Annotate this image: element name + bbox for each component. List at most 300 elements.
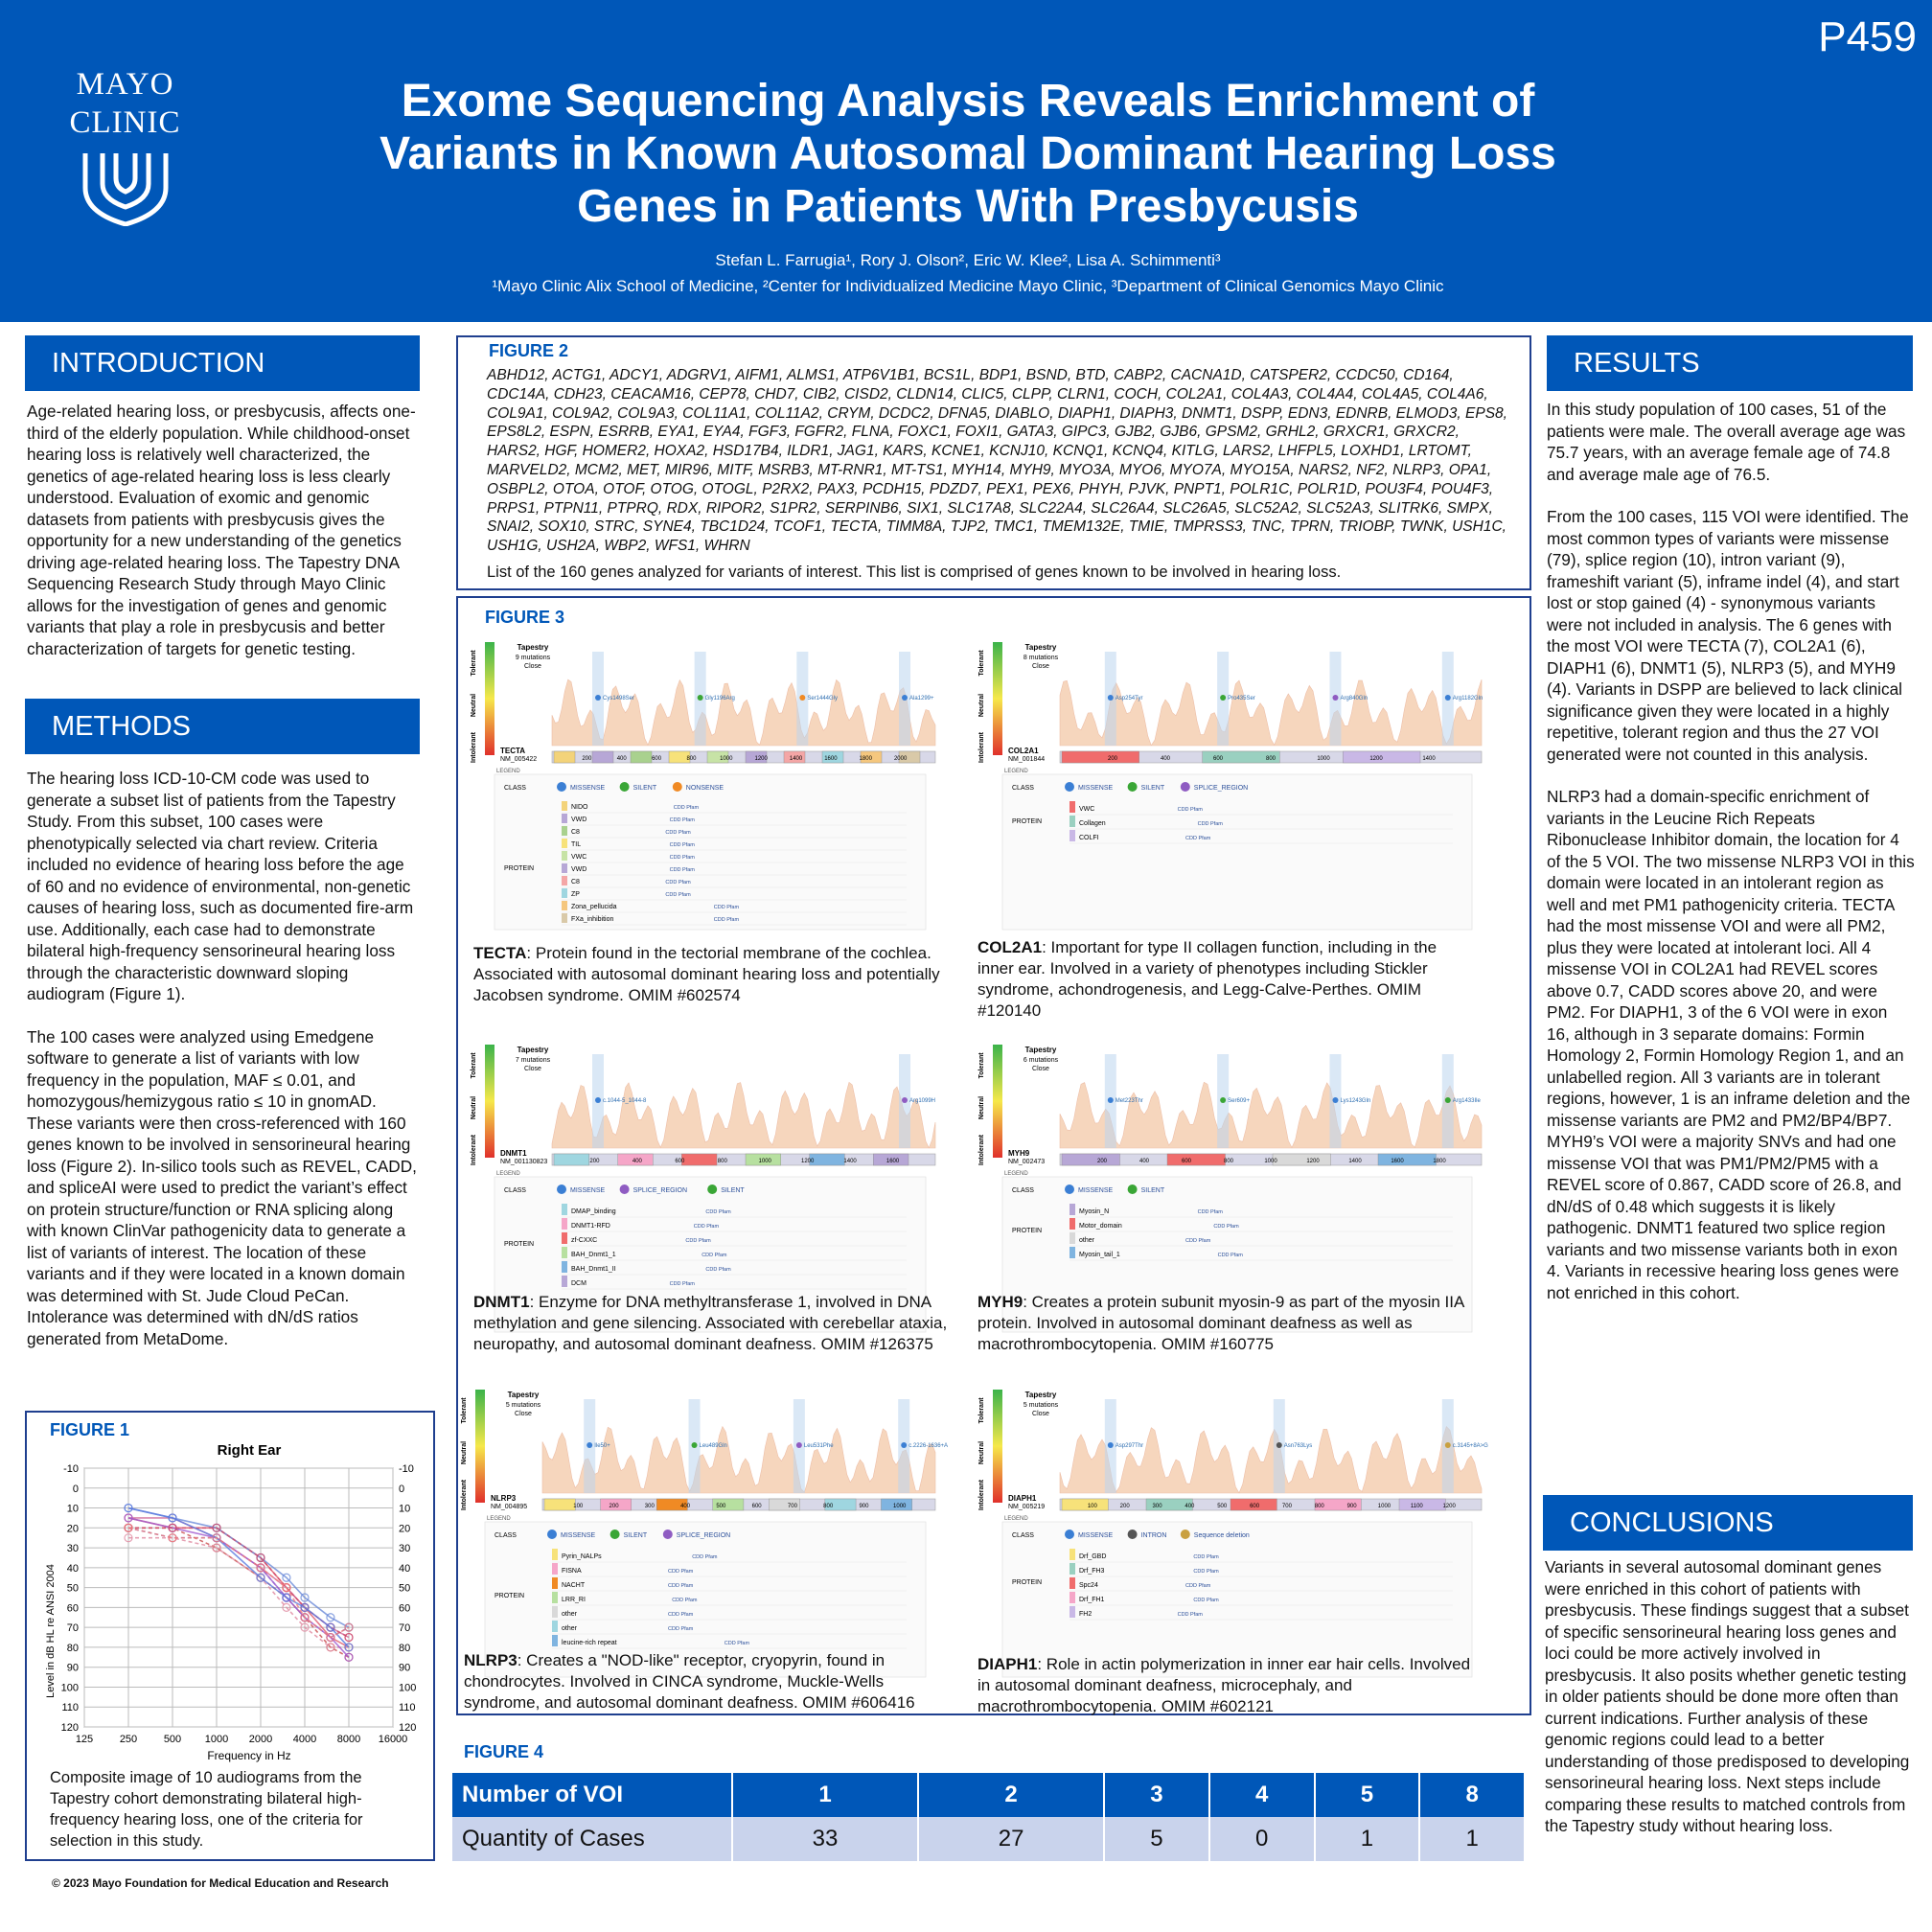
protein-position-tick: 1000	[1264, 1159, 1277, 1164]
audiogram-ytick-right: 0	[399, 1483, 405, 1495]
mutation-count: 6 mutations	[1023, 1057, 1059, 1064]
domain-name: Collagen	[1079, 820, 1106, 827]
audiogram-ytick-right: -10	[399, 1463, 414, 1475]
gene-caption-name: NLRP3	[464, 1651, 518, 1669]
voi-table-header-row	[452, 1773, 1525, 1817]
domain-db-links[interactable]: CDD Pfam	[669, 842, 695, 848]
domain-db-links[interactable]: CDD Pfam	[685, 1238, 711, 1244]
results-paragraph-2: From the 100 cases, 115 VOI were identified. The most common types of variants were missense (79), splice region (10), intron variant (9), frameshift variant (5), inframe indel (4), and start lost or stop gained (4) - synonymous variants were not included in analysis. The 6 genes with the most VOI were TECTA (7), COL2A1 (6), DIAPH1 (6), DNMT1 (5), NLRP3 (5), and MYH9 (4). Variants in DSPP are believed to lack clinical significance given they were located in a highly repetitive, tolerant region and thus the 27 VOI generated were not counted in this analysis.	[1547, 507, 1909, 764]
gene-panel-col2a1	[974, 632, 1510, 937]
shield-logo-icon	[78, 150, 173, 226]
logo-text-line2: CLINIC	[69, 105, 181, 140]
domain-db-links[interactable]: CDD Pfam	[692, 1554, 718, 1560]
protein-position-tick: 400	[680, 1504, 691, 1509]
gene-name: MYH9	[1008, 1149, 1030, 1158]
domain-db-links[interactable]: CDD Pfam	[668, 1612, 694, 1618]
audiogram-ytick-right: 10	[399, 1503, 411, 1515]
tapestry-label: Tapestry	[1024, 1391, 1057, 1399]
gene-caption-name: DIAPH1	[978, 1655, 1038, 1673]
figure2-label: FIGURE 2	[489, 341, 569, 360]
tolerance-gradient-bar	[993, 1045, 1002, 1158]
domain-name: C8	[571, 829, 580, 836]
tolerance-axis-label: Neutral	[978, 693, 985, 718]
protein-position-tick: 900	[859, 1504, 869, 1509]
domain-swatch	[1070, 830, 1075, 841]
domain-swatch	[562, 888, 567, 898]
close-label: Close	[1032, 663, 1049, 670]
intolerance-trace	[1060, 1082, 1482, 1148]
tolerance-axis-label: Tolerant	[978, 650, 985, 677]
tolerance-gradient-bar	[993, 1390, 1002, 1503]
protein-position-tick: 300	[644, 1504, 655, 1509]
legend-label: LEGEND	[1004, 1171, 1028, 1177]
protein-position-tick: 100	[573, 1504, 584, 1509]
voi-case-count: 27	[918, 1817, 1104, 1861]
class-name: SILENT	[623, 1532, 648, 1539]
domain-db-links[interactable]: CDD Pfam	[669, 817, 695, 823]
domain-db-links[interactable]: CDD Pfam	[724, 1641, 750, 1646]
audiogram-ytick-left: 40	[66, 1562, 79, 1575]
domain-db-links[interactable]: CDD Pfam	[673, 805, 700, 811]
domain-name: BAH_Dnmt1_1	[571, 1252, 616, 1258]
audiogram-ytick-left: 70	[66, 1622, 79, 1635]
variant-label: Leu489Gln	[699, 1443, 727, 1449]
domain-name: FH2	[1079, 1611, 1092, 1618]
variant-marker	[698, 695, 703, 701]
protein-position-tick: 500	[716, 1504, 726, 1509]
audiogram-ytick-left: 90	[66, 1662, 79, 1674]
legend-label: LEGEND	[1004, 1516, 1028, 1522]
domain-db-links[interactable]: CDD Pfam	[665, 892, 691, 898]
protein-position-tick: 200	[1107, 756, 1118, 762]
class-color-dot	[1065, 1184, 1074, 1194]
domain-swatch	[562, 839, 567, 848]
tolerance-gradient-bar	[993, 642, 1002, 755]
tolerance-axis-label: Tolerant	[978, 1052, 985, 1079]
legend-label: LEGEND	[496, 1171, 520, 1177]
protein-label: PROTEIN	[1012, 1228, 1043, 1234]
figure1-caption: Composite image of 10 audiograms from the Tapestry cohort demonstrating bilateral high-frequency hearing loss, one of the criteria for selection in this study.	[50, 1769, 363, 1850]
protein-domain-segment	[554, 1154, 589, 1165]
gene-caption-name: TECTA	[473, 944, 527, 962]
domain-swatch	[552, 1635, 558, 1646]
class-color-dot	[1065, 1530, 1074, 1539]
domain-db-links[interactable]: CDD Pfam	[1185, 1583, 1211, 1589]
intolerance-trace	[1060, 1427, 1482, 1493]
domain-db-links[interactable]: CDD Pfam	[669, 867, 695, 873]
protein-label: PROTEIN	[504, 865, 535, 872]
protein-domain-segment	[1273, 1154, 1331, 1165]
gene-caption-name: DNMT1	[473, 1293, 530, 1311]
mutation-count: 9 mutations	[515, 655, 551, 661]
audiogram-ytick-right: 20	[399, 1523, 411, 1535]
domain-name: other	[562, 1611, 577, 1618]
domain-db-links[interactable]: CDD Pfam	[1193, 1554, 1219, 1560]
variant-label: Asn763Lys	[1283, 1443, 1313, 1449]
domain-swatch	[562, 913, 567, 923]
domain-swatch	[562, 814, 567, 823]
variant-marker	[1220, 695, 1226, 701]
protein-position-tick: 400	[616, 756, 627, 762]
domain-db-links[interactable]: CDD Pfam	[668, 1626, 694, 1632]
domain-name: other	[562, 1625, 577, 1632]
audiogram-ytick-right: 90	[399, 1662, 411, 1674]
variant-label: Arg1099H	[909, 1098, 936, 1104]
methods-text	[27, 768, 422, 1370]
results-heading: RESULTS	[1547, 335, 1913, 391]
domain-name: DCM	[571, 1280, 586, 1287]
domain-swatch	[562, 1218, 567, 1230]
voi-column-header: 8	[1419, 1773, 1525, 1817]
domain-db-links[interactable]: CDD Pfam	[702, 1253, 727, 1258]
domain-db-links[interactable]: CDD Pfam	[668, 1569, 694, 1575]
tolerance-axis-label: Intolerant	[978, 732, 985, 763]
gene-caption-text: : Role in actin polymerization in inner ear hair cells. Involved in autosomal dominant deafness, microcephaly, and macrothrombocytopenia. OMIM #602121	[978, 1655, 1471, 1715]
mayo-clinic-logo	[56, 65, 195, 236]
legend-box	[1002, 774, 1472, 930]
gene-caption-nlrp3	[464, 1650, 948, 1714]
protein-position-tick: 600	[652, 756, 662, 762]
audiogram-xlabel: Frequency in Hz	[207, 1749, 291, 1762]
domain-db-links[interactable]: CDD Pfam	[1185, 1238, 1211, 1244]
protein-domain-segment	[1062, 1499, 1108, 1510]
domain-db-links[interactable]: CDD Pfam	[693, 1224, 720, 1230]
domain-swatch	[562, 1276, 567, 1287]
protein-position-tick: 1600	[1391, 1159, 1404, 1164]
domain-swatch	[1070, 816, 1075, 827]
domain-db-links[interactable]: CDD Pfam	[665, 830, 691, 836]
domain-db-links[interactable]: CDD Pfam	[1193, 1598, 1219, 1603]
voi-column-header: 2	[918, 1773, 1104, 1817]
gene-caption-text: : Important for type II collagen function, including in the inner ear. Involved in a variety of phenotypes including Stickler syndrome, achondrogenesis, and Legg-Calve-Perthes. OMIM #120140	[978, 938, 1438, 1020]
domain-db-links[interactable]: CDD Pfam	[1197, 1209, 1223, 1215]
protein-position-tick: 1200	[1306, 1159, 1320, 1164]
class-label: CLASS	[504, 785, 526, 792]
figure4-label: FIGURE 4	[464, 1742, 544, 1761]
class-name: MISSENSE	[1078, 1187, 1114, 1194]
protein-position-tick: 800	[717, 1159, 727, 1164]
tapestry-label: Tapestry	[1024, 643, 1057, 652]
variant-marker	[595, 1097, 601, 1103]
intolerance-trace	[1060, 679, 1482, 746]
class-name: SPLICE_REGION	[632, 1187, 688, 1194]
variant-marker	[1445, 695, 1451, 701]
domain-db-links[interactable]: CDD Pfam	[668, 1583, 694, 1589]
domain-name: VWD	[571, 866, 587, 873]
close-label: Close	[1032, 1066, 1049, 1072]
domain-db-links[interactable]: CDD Pfam	[1177, 807, 1203, 813]
domain-name: Motor_domain	[1079, 1223, 1122, 1230]
protein-domain-segment	[810, 1154, 845, 1165]
protein-position-tick: 400	[1138, 1159, 1150, 1164]
tolerance-axis-label: Neutral	[471, 1095, 477, 1120]
domain-db-links[interactable]: CDD Pfam	[672, 1598, 698, 1603]
authors: Stefan L. Farrugia¹, Rory J. Olson², Eric W. Klee², Lisa A. Schimmenti³	[715, 251, 1221, 269]
domain-db-links[interactable]: CDD Pfam	[1177, 1612, 1203, 1618]
variant-label: Asp297Thr	[1115, 1443, 1144, 1449]
domain-db-links[interactable]: CDD Pfam	[1213, 1224, 1239, 1230]
audiogram-plot-area	[84, 1468, 393, 1727]
audiogram-ytick-right: 40	[399, 1562, 411, 1575]
protein-label: PROTEIN	[1012, 1579, 1043, 1586]
protein-position-tick: 1200	[754, 756, 768, 762]
protein-position-tick: 1400	[843, 1159, 857, 1164]
audiogram-xtick: 1000	[204, 1734, 229, 1745]
audiogram-xtick: 4000	[292, 1734, 317, 1745]
domain-swatch	[1070, 1577, 1075, 1589]
figure1-box	[25, 1411, 435, 1861]
variant-marker	[796, 1442, 802, 1448]
protein-position-tick: 1400	[1348, 1159, 1362, 1164]
domain-name: DNMT1-RFD	[571, 1223, 610, 1230]
domain-swatch	[552, 1621, 558, 1632]
protein-position-tick: 800	[1265, 756, 1276, 762]
class-color-dot	[1181, 782, 1190, 792]
class-color-dot	[1128, 1530, 1138, 1539]
class-color-dot	[1065, 782, 1074, 792]
gene-panel-figure	[456, 1380, 964, 1685]
protein-position-tick: 800	[1314, 1504, 1324, 1509]
domain-swatch	[1070, 1232, 1075, 1244]
domain-swatch	[1070, 1549, 1075, 1560]
voi-case-count: 0	[1209, 1817, 1315, 1861]
audiogram-ytick-right: 60	[399, 1602, 411, 1615]
class-label: CLASS	[1012, 1532, 1034, 1539]
gene-panel-figure	[974, 1380, 1510, 1685]
protein-position-tick: 1400	[1422, 756, 1436, 762]
domain-swatch	[562, 901, 567, 910]
variant-label: Ile50+	[594, 1443, 610, 1449]
figure1-label: FIGURE 1	[50, 1420, 130, 1439]
protein-position-tick: 1000	[758, 1159, 771, 1164]
variant-marker	[1332, 695, 1338, 701]
protein-position-tick: 100	[1087, 1504, 1097, 1509]
transcript-id: NM_001130823	[500, 1159, 548, 1165]
tolerance-axis-label: Neutral	[978, 1440, 985, 1465]
gene-caption-name: MYH9	[978, 1293, 1024, 1311]
class-color-dot	[1128, 1184, 1138, 1194]
voi-table	[452, 1773, 1526, 1861]
domain-name: VWC	[571, 854, 587, 861]
conclusions-text: Variants in several autosomal dominant genes were enriched in this cohort of patients with presbycusis. These findings suggest that a subset of specific sensorineural hearing loss genes and loci could be more actively involved in presbycusis. It also posits whether genetic testing in older patients should be done more often than current indications. Further analysis of these genomic regions could lead to a better understanding of those predisposed to developing sensorineural hearing loss. Next steps include comparing these results to matched controls from the Tapestry study without hearing loss.	[1545, 1557, 1910, 1835]
audiogram-xtick: 2000	[248, 1734, 273, 1745]
audiogram-ytick-left: 50	[66, 1582, 79, 1595]
domain-name: NACHT	[562, 1582, 586, 1589]
gene-caption-myh9	[978, 1292, 1476, 1355]
variant-marker	[595, 695, 601, 701]
protein-position-tick: 900	[1346, 1504, 1357, 1509]
variant-label: Arg1433Ile	[1452, 1098, 1481, 1104]
class-name: MISSENSE	[570, 785, 606, 792]
tolerance-axis-label: Tolerant	[471, 650, 477, 677]
mutation-count: 5 mutations	[505, 1402, 541, 1409]
class-name: INTRON	[1140, 1532, 1167, 1539]
protein-position-tick: 1600	[886, 1159, 900, 1164]
audiogram-ytick-left: 80	[66, 1642, 79, 1654]
methods-paragraph-2: The 100 cases were analyzed using Emedgene software to generate a list of variants with low frequency in the population, MAF ≤ 0.01, and homozygous/hemizygous ratio ≤ 10 in gnomAD. These variants were then cross-referenced with 160 genes known to be involved in sensorineural hearing loss (Figure 2). In-silico tools such as REVEL, CADD, and spliceAI were used to predict the variant’s effect on protein structure/function or RNA splicing along with known ClinVar pathogenicity data to generate a list of variants of interest. The location of these variants and if they were located in a known domain was determined with St. Jude Cloud PeCan. Intolerance was determined with dN/dS ratios generated from MetaDome.	[27, 1026, 417, 1348]
variant-marker	[1445, 1097, 1451, 1103]
transcript-id: NM_002473	[1008, 1159, 1046, 1165]
gene-caption-dnmt1	[473, 1292, 957, 1355]
domain-swatch	[552, 1606, 558, 1618]
close-label: Close	[1032, 1411, 1049, 1417]
transcript-id: NM_001844	[1008, 756, 1046, 763]
class-label: CLASS	[1012, 785, 1034, 792]
voi-column-header: 3	[1104, 1773, 1209, 1817]
protein-position-tick: 600	[1250, 1504, 1260, 1509]
domain-name: C8	[571, 879, 580, 886]
domain-swatch	[562, 876, 567, 886]
domain-swatch	[1070, 1606, 1075, 1618]
figure2-box	[456, 335, 1531, 590]
protein-position-tick: 400	[632, 1159, 642, 1164]
protein-position-tick: 1000	[1317, 756, 1330, 762]
domain-name: Zona_pellucida	[571, 904, 617, 910]
protein-domain-segment	[631, 751, 652, 763]
audiogram-ytick-right: 30	[399, 1543, 411, 1555]
variant-marker	[1108, 695, 1114, 701]
domain-name: Drf_FH1	[1079, 1597, 1105, 1603]
domain-db-links[interactable]: CDD Pfam	[665, 880, 691, 886]
gene-panel-figure	[974, 632, 1510, 937]
tolerance-axis-label: Tolerant	[461, 1397, 468, 1424]
variant-marker	[799, 695, 805, 701]
protein-position-tick: 200	[609, 1504, 619, 1509]
audiogram-ytick-right: 70	[399, 1622, 411, 1635]
voi-column-header: 4	[1209, 1773, 1315, 1817]
variant-label: Arg1182Gln	[1452, 696, 1484, 702]
variant-label: Lys1243Gln	[1340, 1098, 1371, 1104]
audiogram-ytick-right: 80	[399, 1642, 411, 1654]
domain-swatch	[562, 863, 567, 873]
audiogram-ytick-left: 60	[66, 1602, 79, 1615]
variant-label: Ser1444Gly	[807, 696, 839, 702]
tolerance-axis-label: Intolerant	[471, 1135, 477, 1165]
class-label: CLASS	[504, 1187, 526, 1194]
gene-name: NLRP3	[491, 1494, 517, 1503]
legend-label: LEGEND	[1004, 769, 1028, 774]
domain-db-links[interactable]: CDD Pfam	[669, 855, 695, 861]
domain-name: Spc24	[1079, 1582, 1098, 1589]
close-label: Close	[524, 1066, 541, 1072]
domain-swatch	[562, 851, 567, 861]
variant-marker	[902, 1097, 908, 1103]
domain-swatch	[562, 826, 567, 836]
results-paragraph-3: NLRP3 had a domain-specific enrichment of variants in the Leucine Rich Repeats Ribonuclease Inhibitor domain, the location for 4 of the 5 VOI. The two missense NLRP3 VOI in this domain were located in an intolerant region as well and met PM1 pathogenicity criteria. TECTA had the most missense VOI and were all PM2, plus they were located at intolerant loci. All 4 missense VOI in COL2A1 had REVEL scores above 0.7, CADD scores above 20, and were PM2. For DIAPH1, 3 of the 6 VOI were in exon 16, although in 3 separate domains: Formin Homology 2, Formin Homology Region 1, and an unlabelled region. All 3 variants are in tolerant regions, however, 1 is an inframe deletion and the missense variants are PM2 and PM2/BP4/BP7. MYH9’s VOI were a majority SNVs and had one missense VOI that was PM1/PM2/PM5 with a REVEL score of 0.867, CADD score of 26.8, and dN/dS of 0.48 which suggests it is likely pathogenic. DNMT1 featured two splice region variants and two missense variants both in exon 4. Variants in recessive hearing loss genes were not enriched in this cohort.	[1547, 787, 1915, 1302]
logo-text-line1: MAYO	[76, 67, 174, 102]
voi-case-count: 5	[1104, 1817, 1209, 1861]
class-color-dot	[557, 782, 566, 792]
results-paragraph-1: In this study population of 100 cases, 51 of the patients were male. The overall average age was 75.7 years, with an average female age of 74.8 and average male age of 76.5.	[1547, 400, 1906, 484]
domain-db-links[interactable]: CDD Pfam	[705, 1267, 731, 1273]
transcript-id: NM_005219	[1008, 1504, 1046, 1510]
domain-name: other	[1079, 1237, 1094, 1244]
tolerance-axis-label: Intolerant	[461, 1480, 468, 1510]
tolerance-axis-label: Intolerant	[978, 1480, 985, 1510]
protein-position-tick: 200	[1096, 1159, 1108, 1164]
domain-db-links[interactable]: CDD Pfam	[1197, 821, 1223, 827]
methods-heading: METHODS	[25, 699, 420, 754]
class-color-dot	[673, 782, 682, 792]
gene-caption-text: : Creates a protein subunit myosin-9 as part of the myosin IIA protein. Involved in autosomal dominant deafness as well as macrothrombocytopenia. OMIM #160775	[978, 1293, 1464, 1353]
protein-position-tick: 700	[787, 1504, 797, 1509]
audiogram-xtick: 8000	[336, 1734, 361, 1745]
domain-db-links[interactable]: CDD Pfam	[705, 1209, 731, 1215]
protein-position-tick: 800	[823, 1504, 834, 1509]
copyright: © 2023 Mayo Foundation for Medical Education and Research	[52, 1876, 389, 1890]
variant-label: Leu531Phe	[803, 1443, 834, 1449]
class-color-dot	[620, 782, 630, 792]
variant-label: c.2226-1636+A	[908, 1443, 949, 1449]
protein-position-tick: 800	[686, 756, 697, 762]
domain-db-links[interactable]: CDD Pfam	[669, 1281, 695, 1287]
poster-id: P459	[1818, 13, 1917, 60]
class-color-dot	[610, 1530, 620, 1539]
close-label: Close	[524, 663, 541, 670]
audiogram-xtick: 250	[119, 1734, 138, 1745]
transcript-id: NM_004895	[491, 1504, 528, 1510]
protein-position-tick: 1200	[1369, 756, 1383, 762]
protein-domain-segment	[544, 1499, 575, 1510]
domain-name: NIDO	[571, 804, 588, 811]
audiogram-xtick: 125	[75, 1734, 94, 1745]
protein-position-tick: 400	[1160, 756, 1171, 762]
protein-position-tick: 500	[1217, 1504, 1228, 1509]
protein-position-tick: 600	[675, 1159, 685, 1164]
class-name: MISSENSE	[561, 1532, 596, 1539]
variant-marker	[1108, 1442, 1114, 1448]
audiogram-ytick-left: 120	[60, 1722, 79, 1734]
tapestry-label: Tapestry	[517, 643, 549, 652]
protein-position-tick: 1800	[859, 756, 872, 762]
protein-position-tick: 600	[1212, 756, 1224, 762]
domain-db-links[interactable]: CDD Pfam	[1185, 836, 1211, 841]
variant-label: Cys1498Ser	[603, 696, 635, 702]
legend-label: LEGEND	[496, 769, 520, 774]
class-color-dot	[547, 1530, 557, 1539]
protein-position-tick: 1000	[720, 756, 733, 762]
protein-domain-segment	[592, 751, 613, 763]
protein-position-tick: 1200	[1442, 1504, 1456, 1509]
figure3-label: FIGURE 3	[485, 608, 565, 627]
poster-title: Exome Sequencing Analysis Reveals Enrichment of Variants in Known Autosomal Dominant Hearing Loss Genes in Patients With Presbycusis	[380, 76, 1556, 232]
gene-name: DIAPH1	[1008, 1494, 1037, 1503]
protein-label: PROTEIN	[494, 1593, 525, 1599]
variant-marker	[692, 1442, 698, 1448]
gene-panel-figure	[466, 632, 964, 937]
protein-position-tick: 300	[1152, 1504, 1162, 1509]
voi-case-count: 1	[1315, 1817, 1420, 1861]
legend-label: LEGEND	[487, 1516, 511, 1522]
audiogram-ytick-right: 110	[399, 1702, 416, 1714]
protein-position-tick: 400	[1184, 1504, 1195, 1509]
domain-db-links[interactable]: CDD Pfam	[713, 905, 740, 910]
close-label: Close	[515, 1411, 532, 1417]
voi-case-count: 1	[1419, 1817, 1525, 1861]
class-label: CLASS	[494, 1532, 517, 1539]
domain-db-links[interactable]: CDD Pfam	[1217, 1253, 1243, 1258]
variant-marker	[1332, 1097, 1338, 1103]
domain-db-links[interactable]: CDD Pfam	[713, 917, 740, 923]
variant-label: c.1044-5_1044-8	[603, 1098, 647, 1104]
protein-position-tick: 1100	[1410, 1504, 1423, 1509]
domain-name: Myosin_tail_1	[1079, 1252, 1120, 1258]
variant-marker	[1445, 1442, 1451, 1448]
tolerance-gradient-bar	[485, 642, 494, 755]
figure2-caption: List of the 160 genes analyzed for variants of interest. This list is comprised of genes known to be involved in hearing loss.	[487, 564, 1342, 581]
domain-db-links[interactable]: CDD Pfam	[1193, 1569, 1219, 1575]
audiogram-ytick-left: 20	[66, 1523, 79, 1535]
